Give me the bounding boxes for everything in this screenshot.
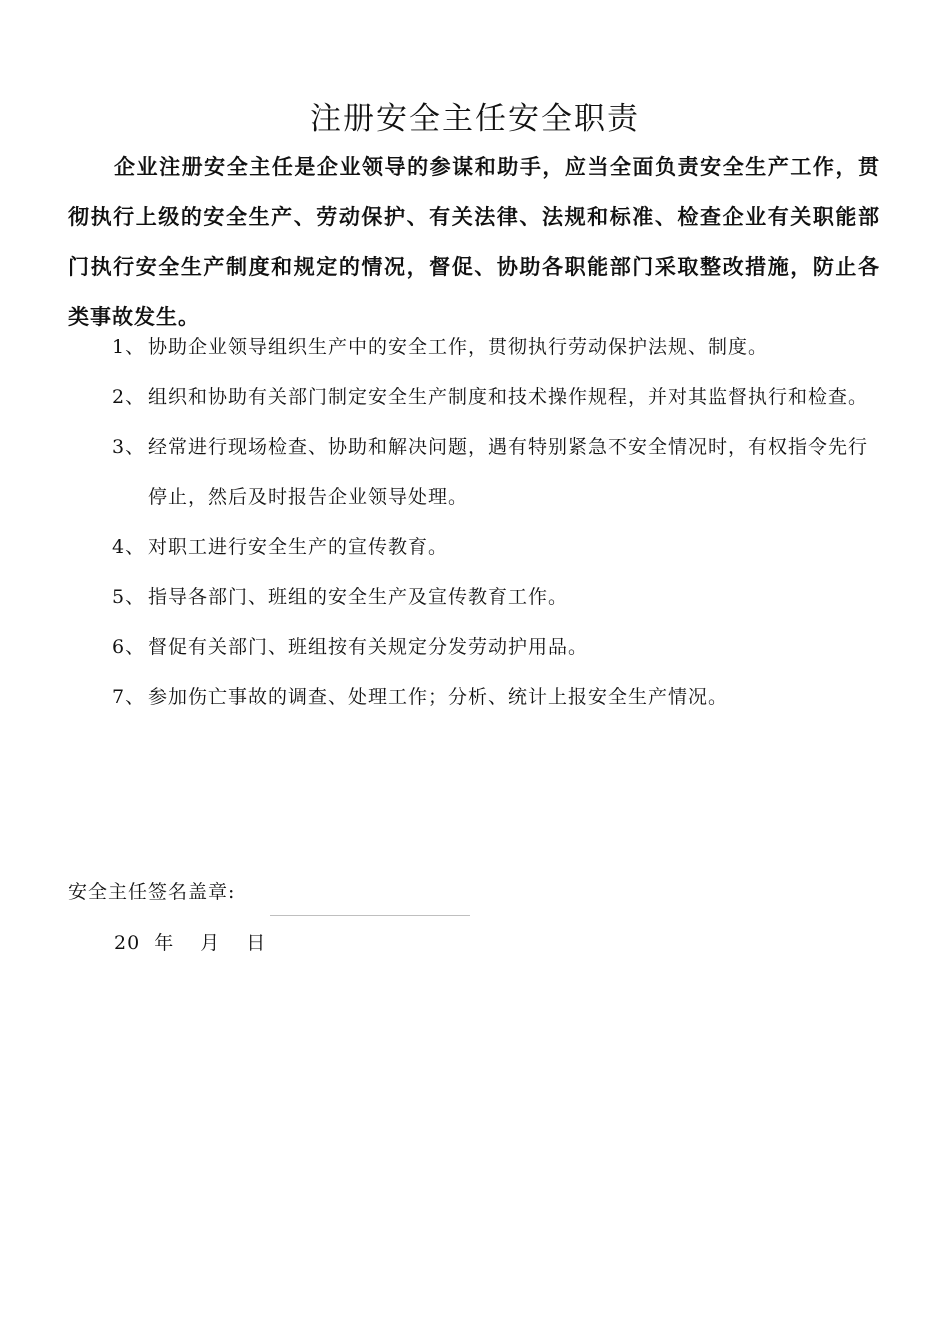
page-title: 注册安全主任安全职责 xyxy=(310,100,640,137)
duty-number: 6、 xyxy=(112,636,146,658)
duty-text: 督促有关部门、班组按有关规定分发劳动护用品。 xyxy=(148,636,589,658)
duty-number: 3、 xyxy=(112,436,146,458)
duty-number: 7、 xyxy=(112,686,146,708)
list-item xyxy=(112,422,882,522)
date-line xyxy=(114,925,266,961)
duty-text: 组织和协助有关部门制定安全生产制度和技术操作规程，并对其监督执行和检查。 xyxy=(148,386,869,408)
duties-list xyxy=(112,322,882,722)
date-day-label: 日 xyxy=(246,932,267,954)
list-item xyxy=(112,572,882,622)
list-item xyxy=(112,322,882,372)
duty-number: 5、 xyxy=(112,586,146,608)
duty-number: 1、 xyxy=(112,336,146,358)
duty-text: 经常进行现场检查、协助和解决问题，遇有特别紧急不安全情况时，有权指令先行停止，然后及时报告企业领导处理。 xyxy=(148,436,869,508)
duty-text: 指导各部门、班组的安全生产及宣传教育工作。 xyxy=(148,586,569,608)
duty-text: 对职工进行安全生产的宣传教育。 xyxy=(148,536,449,558)
list-item xyxy=(112,522,882,572)
intro-paragraph: 企业注册安全主任是企业领导的参谋和助手，应当全面负责安全生产工作，贯彻执行上级的安全生产、劳动保护、有关法律、法规和标准、检查企业有关职能部门执行安全生产制度和规定的情况，督促、协助各职能部门采取整改措施，防止各类事故发生。 xyxy=(68,154,880,329)
date-year-prefix: 20 xyxy=(114,932,141,954)
list-item xyxy=(112,372,882,422)
duty-number: 4、 xyxy=(112,536,146,558)
signature-line[interactable] xyxy=(270,915,470,916)
duty-number: 2、 xyxy=(112,386,146,408)
duty-text: 协助企业领导组织生产中的安全工作，贯彻执行劳动保护法规、制度。 xyxy=(148,336,769,358)
list-item xyxy=(112,672,882,722)
date-month-label: 月 xyxy=(200,932,221,954)
list-item xyxy=(112,622,882,672)
date-year-label: 年 xyxy=(154,932,175,954)
duty-text: 参加伤亡事故的调查、处理工作；分析、统计上报安全生产情况。 xyxy=(148,686,729,708)
signature-label: 安全主任签名盖章: xyxy=(68,881,236,903)
